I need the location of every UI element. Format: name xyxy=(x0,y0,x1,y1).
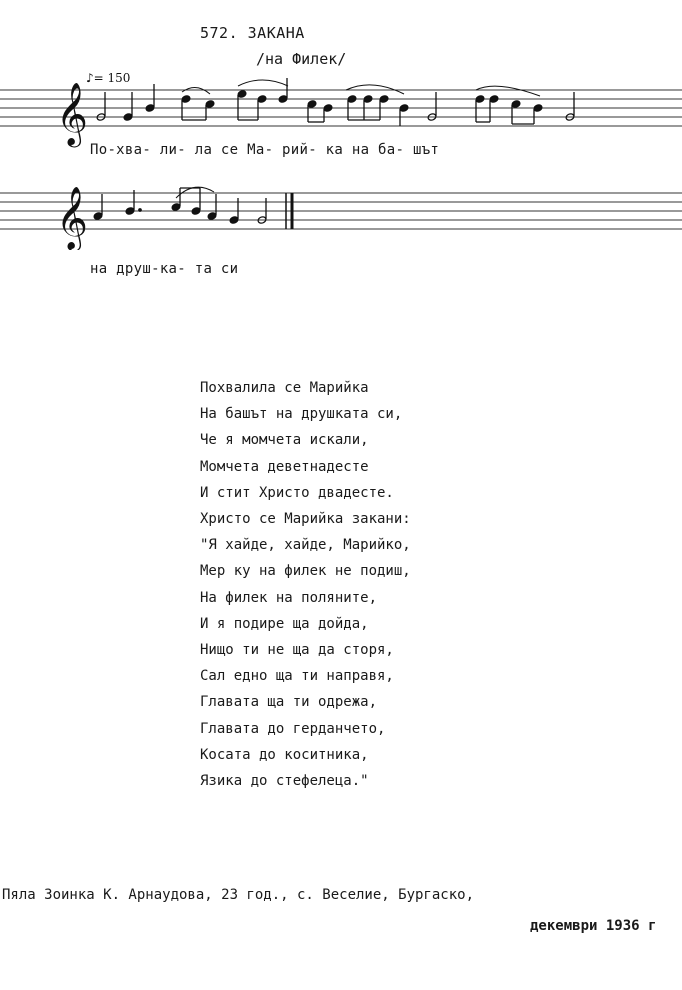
treble-clef-icon: 𝄞 xyxy=(56,186,88,249)
poem-line: Че я момчета искали, xyxy=(200,432,369,449)
poem-line: Косата до коситника, xyxy=(200,746,369,763)
poem-line: Сал едно ща ти направя, xyxy=(200,668,394,685)
poem-line: На башът на друшката си, xyxy=(200,406,403,423)
lyrics-line-2: на друш-ка- та си xyxy=(90,261,239,277)
poem-line: И я подире ща дойда, xyxy=(200,615,369,632)
poem-line: Нищо ти не ща да сторя, xyxy=(200,642,394,659)
song-title: 572. ЗАКАНА xyxy=(200,24,305,42)
song-subtitle: /на Филек/ xyxy=(256,50,347,68)
poem-line: Мер ку на филек не подиш, xyxy=(200,563,411,580)
music-staff-1 xyxy=(0,70,682,150)
poem-line: На филек на поляните, xyxy=(200,589,378,606)
lyrics-line-1: По-хва- ли- ла се Ма- рий- ка на ба- шът xyxy=(90,142,440,158)
poem-line: Главата до герданчето, xyxy=(200,720,386,737)
poem-line: Язика до стефелеца." xyxy=(200,773,369,790)
music-staff-2 xyxy=(0,180,682,250)
poem-line: И стит Христо двадесте. xyxy=(200,484,394,501)
poem-line: Христо се Марийка закани: xyxy=(200,511,411,528)
recording-date: декември 1936 г xyxy=(530,918,657,934)
poem-line: Похвалила се Марийка xyxy=(200,380,369,396)
treble-clef-icon: 𝄞 xyxy=(56,82,88,145)
tempo-marking: ♪= 150 xyxy=(86,71,131,85)
poem-line: Главата ща ти одрежа, xyxy=(200,694,378,711)
poem-text xyxy=(200,375,411,794)
poem-line: Момчета деветнадесте xyxy=(200,458,369,475)
singer-credit: Пяла Зоинка К. Арнаудова, 23 год., с. Веселие, Бургаско, xyxy=(2,887,475,903)
poem-line: "Я хайде, хайде, Марийко, xyxy=(200,537,411,554)
